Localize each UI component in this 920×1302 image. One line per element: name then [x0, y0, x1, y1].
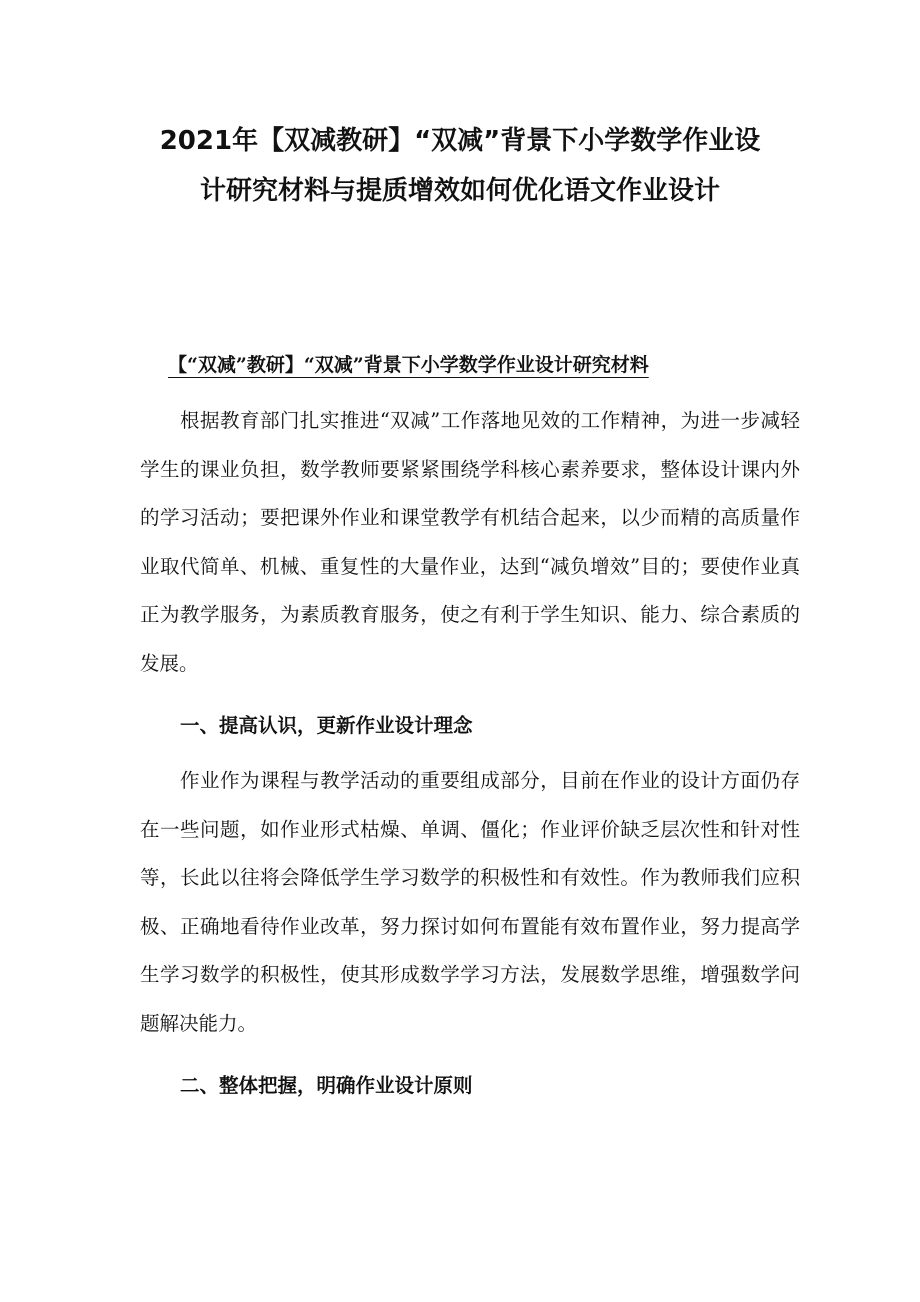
subheading-2: 二、整体把握，明确作业设计原则	[180, 1074, 473, 1097]
document-title-line-1: 2021年【双减教研】“双减”背景下小学数学作业设	[159, 126, 761, 156]
section-heading: 【“双减”教研】“双减”背景下小学数学作业设计研究材料	[168, 354, 649, 376]
paragraph-intro: 根据教育部门扎实推进“双减”工作落地见效的工作精神，为进一步减轻学生的课业负担，数学教师要紧紧围绕学科核心素养要求，整体设计课内外的学习活动；要把课外作业和课堂教学有机结合起来，以少而精的高质量作业取代简单、机械、重复性的大量作业，达到“减负增效”目的；要使作业真正为教学服务，为素质教育服务，使之有利于学生知识、能力、综合素质的发展。	[140, 409, 800, 675]
subheading-1: 一、提高认识，更新作业设计理念	[180, 714, 473, 737]
paragraph-2: 作业作为课程与教学活动的重要组成部分，目前在作业的设计方面仍存在一些问题，如作业形式枯燥、单调、僵化；作业评价缺乏层次性和针对性等，长此以往将会降低学生学习数学的积极性和有效性。作为教师我们应积极、正确地看待作业改革，努力探讨如何布置能有效布置作业，努力提高学生学习数学的积极性，使其形成数学学习方法，发展数学思维，增强数学问题解决能力。	[140, 769, 800, 1035]
document-title-line-2: 计研究材料与提质增效如何优化语文作业设计	[199, 176, 720, 206]
